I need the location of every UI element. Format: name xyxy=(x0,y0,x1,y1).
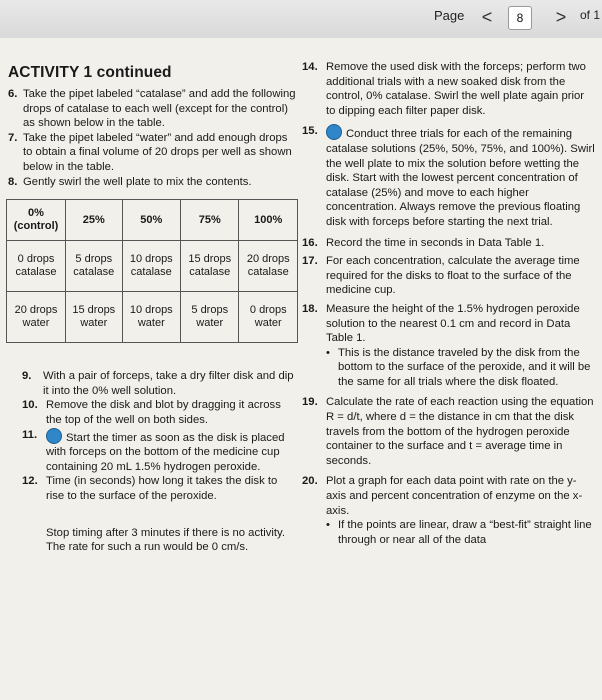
viewer-toolbar xyxy=(0,0,602,38)
step-number: 17. xyxy=(302,255,318,268)
table-header-cell: 100% xyxy=(239,200,298,241)
step-14 xyxy=(302,60,596,118)
step-number: 8. xyxy=(8,175,18,188)
step-text: Start the timer as soon as the disk is placed with forceps on the bottom of the medicine cup containing 20 mL 1.5% hydrogen peroxide. xyxy=(46,431,285,473)
step-number: 6. xyxy=(8,88,18,100)
step-number: 12. xyxy=(22,475,38,488)
stop-timing-note: Stop timing after 3 minutes if there is no activity. The rate for such a run would be 0 cm/s. xyxy=(46,526,286,554)
table-cell: 20 drops catalase xyxy=(239,241,298,292)
step-text: For each concentration, calculate the average time required for the disks to float to the surface of the medicine cup. xyxy=(326,255,580,297)
step-8 xyxy=(8,175,298,190)
document-page xyxy=(0,38,602,700)
page-count-label: of 1 xyxy=(580,8,601,22)
next-page-button[interactable]: > xyxy=(555,7,567,27)
step-10 xyxy=(22,398,298,427)
step-number: 15. xyxy=(302,125,318,138)
concentration-table xyxy=(6,199,298,343)
step-20-bullet: • If the points are linear, draw a “best-fit” straight line through or near all of the data xyxy=(326,519,592,546)
table-cell: 10 drops water xyxy=(122,292,180,343)
step-number: 11. xyxy=(22,428,38,441)
table-header-row xyxy=(7,200,298,241)
step-text: Take the pipet labeled “catalase” and add the following drops of catalase to each well (except for the control) as shown below in the table. xyxy=(23,88,296,130)
table-cell: 0 drops catalase xyxy=(7,241,66,292)
step-17 xyxy=(302,254,596,298)
step-text: Plot a graph for each data point with rate on the y-axis and percent concentration of enzyme on the x-axis. xyxy=(326,475,583,517)
step-text: Record the time in seconds in Data Table 1. xyxy=(326,236,545,249)
left-column xyxy=(8,64,298,555)
step-11 xyxy=(22,428,298,475)
step-20 xyxy=(302,474,596,518)
step-number: 16. xyxy=(302,236,318,249)
bullet-marker: • xyxy=(326,519,330,532)
step-text: Take the pipet labeled “water” and add enough drops to obtain a final volume of 20 drops per well as shown below in the table. xyxy=(23,131,292,173)
step-15 xyxy=(302,124,596,229)
step-6 xyxy=(8,87,298,131)
table-cell: 10 drops catalase xyxy=(122,241,180,292)
step-number: 10. xyxy=(22,399,38,412)
activity-title: ACTIVITY 1 continued xyxy=(8,64,172,81)
page-number-field[interactable]: 8 xyxy=(508,6,532,30)
step-number: 19. xyxy=(302,396,318,409)
table-header-cell: 75% xyxy=(181,200,239,241)
step-text: Remove the used disk with the forceps; perform two additional trials with a new soaked disk from the control, 0% catalase. Swirl the well plate again prior to dipping each filter paper disk. xyxy=(326,61,586,117)
timer-icon xyxy=(326,124,342,140)
step-number: 14. xyxy=(302,61,318,73)
timer-icon xyxy=(46,428,62,444)
step-text: Remove the disk and blot by dragging it across the top of the well on both sides. xyxy=(46,399,281,426)
table-cell: 15 drops water xyxy=(66,292,123,343)
right-column xyxy=(302,60,596,547)
step-number: 20. xyxy=(302,475,318,488)
step-text: With a pair of forceps, take a dry filter disk and dip it into the 0% well solution. xyxy=(43,370,294,397)
bullet-marker: • xyxy=(326,346,330,359)
table-row-water xyxy=(7,292,298,343)
page-label: Page xyxy=(434,8,465,23)
table-row-catalase xyxy=(7,241,298,292)
table-cell: 20 drops water xyxy=(7,292,66,343)
table-cell: 15 drops catalase xyxy=(181,241,239,292)
step-9 xyxy=(22,369,298,398)
step-19 xyxy=(302,395,596,468)
step-text: Time (in seconds) how long it takes the disk to rise to the surface of the peroxide. xyxy=(46,475,278,502)
step-18-bullet: • This is the distance traveled by the disk from the bottom to the surface of the peroxide, and it will be the same for all trials where the disk floated. xyxy=(326,346,591,388)
table-cell: 0 drops water xyxy=(239,292,298,343)
step-16 xyxy=(302,236,596,251)
table-header-cell: 25% xyxy=(66,200,123,241)
step-number: 18. xyxy=(302,302,318,315)
step-text: Conduct three trials for each of the remaining catalase solutions (25%, 50%, 75%, and 100%). Swirl the well plate to mix the solution before wetting the disk. Start with the lowest percent concentration of catalase (25%) and move to each higher concentration. Always remove the previous floating disk with forceps before starting the next trial. xyxy=(326,128,595,228)
previous-page-button[interactable]: < xyxy=(481,7,493,27)
table-header-cell: 0% (control) xyxy=(7,200,66,241)
step-7 xyxy=(8,131,298,175)
step-number: 9. xyxy=(22,370,32,383)
table-cell: 5 drops water xyxy=(181,292,239,343)
step-text: Gently swirl the well plate to mix the contents. xyxy=(23,175,252,188)
step-text: Calculate the rate of each reaction using the equation R = d/t, where d = the distance in cm that the disk travels from the bottom of the hydrogen peroxide container to the surface and t = average time in seconds. xyxy=(326,396,594,467)
step-text: Measure the height of the 1.5% hydrogen peroxide solution to the nearest 0.1 cm and record in Data Table 1. xyxy=(326,302,580,345)
table-cell: 5 drops catalase xyxy=(66,241,123,292)
step-18 xyxy=(302,302,596,346)
table-header-cell: 50% xyxy=(122,200,180,241)
step-number: 7. xyxy=(8,131,18,144)
step-12 xyxy=(22,474,298,503)
